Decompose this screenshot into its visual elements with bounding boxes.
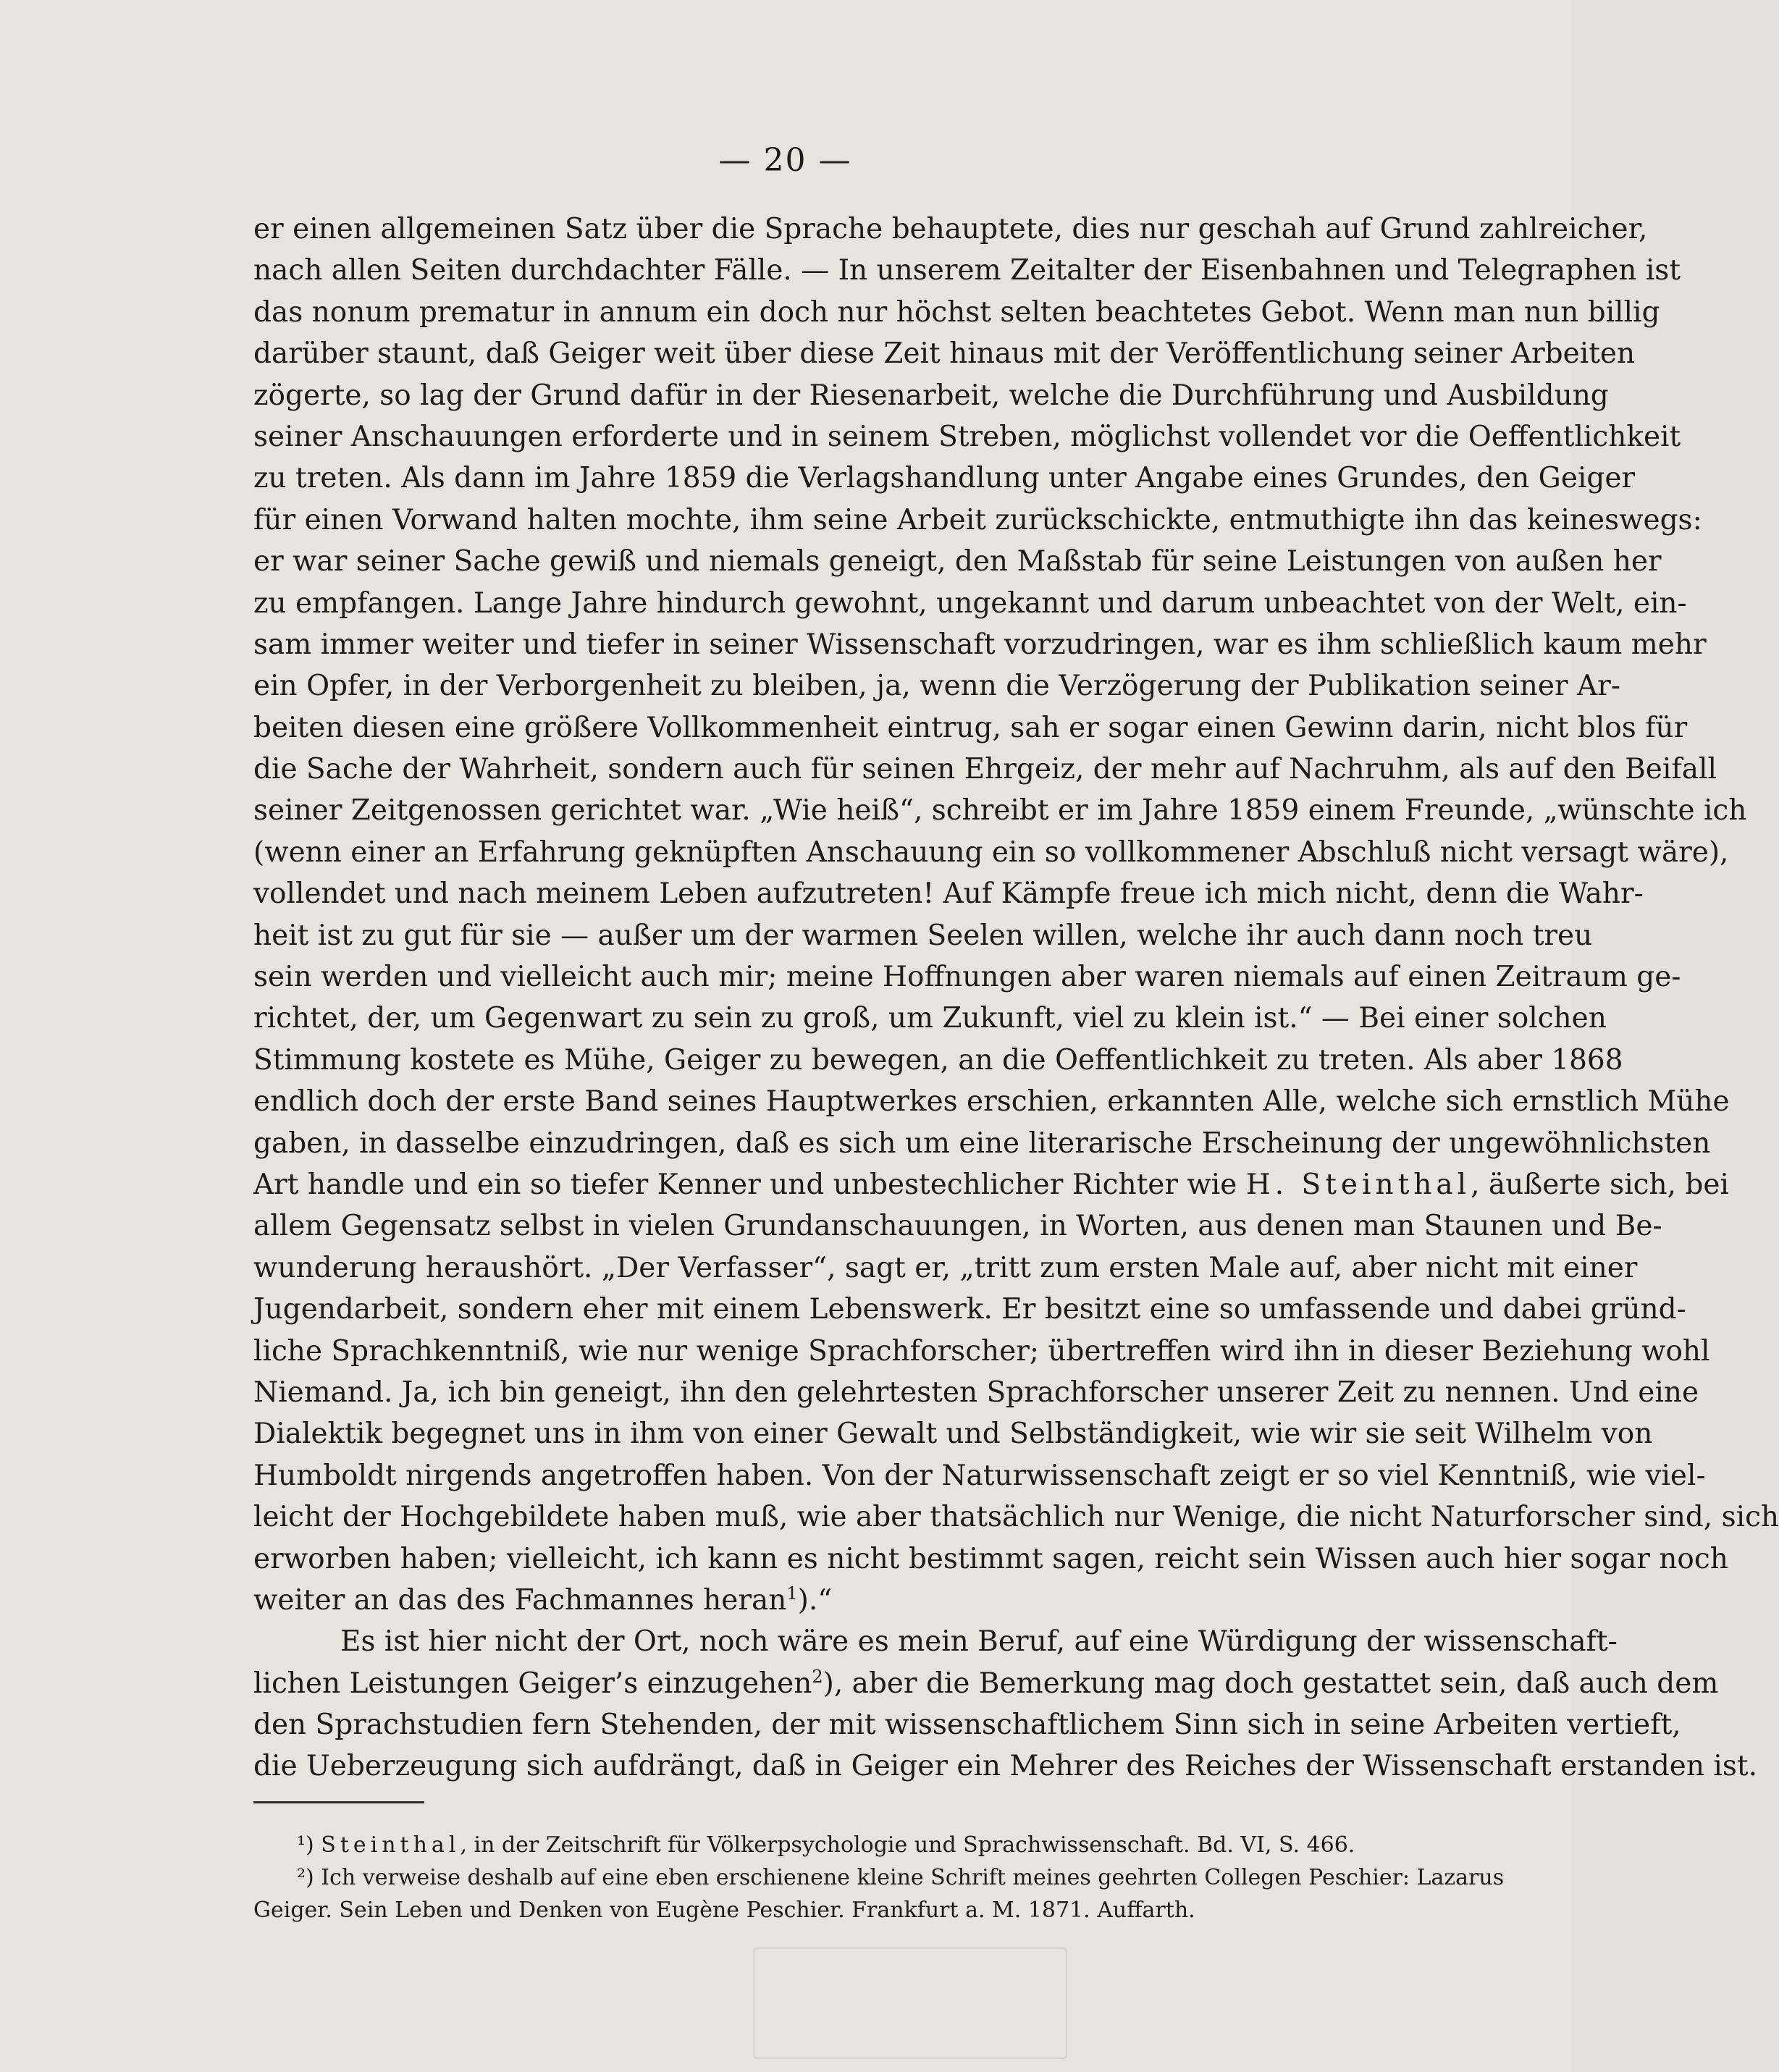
footnotes xyxy=(253,1829,1505,1926)
text-line: Dialektik begegnet uns in ihm von einer Gewalt und Selbständigkeit, wie wir sie seit Wilhelm von xyxy=(253,1418,1653,1451)
text-line-ref-2 xyxy=(253,1663,1719,1704)
text-line: er einen allgemeinen Satz über die Sprache behauptete, dies nur geschah auf Grund zahlreicher, xyxy=(253,213,1648,245)
footnote-divider xyxy=(253,1801,424,1803)
text-line: leicht der Hochgebildete haben muß, wie aber thatsächlich nur Wenige, die nicht Naturforscher sind, sich xyxy=(253,1501,1779,1534)
text-line: liche Sprachkenntniß, wie nur wenige Sprachforscher; übertreffen wird ihn in dieser Beziehung wohl xyxy=(253,1334,1710,1368)
text-line: Niemand. Ja, ich bin geneigt, ihn den gelehrtesten Sprachforscher unserer Zeit zu nennen. Und eine xyxy=(253,1376,1699,1409)
text-line: zu empfangen. Lange Jahre hindurch gewohnt, ungekannt und darum unbeachtet von der Welt, ein- xyxy=(253,586,1687,620)
text-segment: ), aber die Bemerkung mag doch gestattet sein, daß auch dem xyxy=(823,1667,1719,1700)
text-line: (wenn einer an Erfahrung geknüpften Anschauung ein so vollkommener Abschluß nicht versagt wäre), xyxy=(253,835,1729,869)
text-line-quote-end xyxy=(253,1580,1470,1621)
footnote-marker: ¹) xyxy=(297,1832,314,1858)
text-line: die Ueberzeugung sich aufdrängt, daß in Geiger ein Mehrer des Reiches der Wissenschaft erstanden ist. xyxy=(253,1750,1757,1783)
text-line: beiten diesen eine größere Vollkommenheit eintrug, sah er sogar einen Gewinn darin, nicht blos für xyxy=(253,711,1688,744)
page-number: — 20 — xyxy=(718,142,852,179)
footnote-ref-2: 2 xyxy=(812,1666,823,1687)
text-line: ein Opfer, in der Verborgenheit zu bleiben, ja, wenn die Verzögerung der Publikation seiner Ar- xyxy=(253,670,1620,703)
text-line: zögerte, so lag der Grund dafür in der Riesenarbeit, welche die Durchführung und Ausbildung xyxy=(253,379,1609,412)
text-line: Stimmung kostete es Mühe, Geiger zu bewegen, an die Oeffentlichkeit zu treten. Als aber 1868 xyxy=(253,1043,1623,1077)
text-line: den Sprachstudien fern Stehenden, der mit wissenschaftlichem Sinn sich in seine Arbeiten vertieft, xyxy=(253,1709,1681,1742)
text-line: nach allen Seiten durchdachter Fälle. — In unserem Zeitalter der Eisenbahnen und Telegraphen ist xyxy=(253,254,1681,287)
faded-stamp-shadow xyxy=(753,1947,1067,2059)
text-line: endlich doch der erste Band seines Hauptwerkes erschien, erkannten Alle, welche sich ernstlich Mühe xyxy=(253,1085,1730,1119)
text-line-steinthal xyxy=(253,1164,1729,1205)
footnote-text: , in der Zeitschrift für Völkerpsychologie und Sprachwissenschaft. Bd. VI, S. 466. xyxy=(460,1832,1355,1858)
text-line: wunderung heraushört. „Der Verfasser“, sagt er, „tritt zum ersten Male auf, aber nicht mit einer xyxy=(253,1251,1638,1284)
text-line: vollendet und nach meinem Leben aufzutreten! Auf Kämpfe freue ich mich nicht, denn die Wahr- xyxy=(253,877,1644,911)
text-line: allem Gegensatz selbst in vielen Grundanschauungen, in Worten, aus denen man Staunen und Be- xyxy=(253,1210,1662,1243)
body-text xyxy=(253,209,1779,1787)
footnote-ref-1: 1 xyxy=(786,1583,798,1604)
footnote-author: Steinthal xyxy=(321,1832,460,1858)
text-line: die Sache der Wahrheit, sondern auch für seinen Ehrgeiz, der mehr auf Nachruhm, als auf den Beifall xyxy=(253,753,1717,786)
author-name-steinthal: H. Steinthal xyxy=(1245,1168,1471,1201)
text-line: erworben haben; vielleicht, ich kann es nicht bestimmt sagen, reicht sein Wissen auch hier sogar noch xyxy=(253,1542,1728,1575)
text-line: Jugendarbeit, sondern eher mit einem Lebenswerk. Er besitzt eine so umfassende und dabei gründ- xyxy=(253,1293,1686,1326)
text-line: sein werden und vielleicht auch mir; meine Hoffnungen aber waren niemals auf einen Zeitraum ge- xyxy=(253,961,1681,994)
text-segment: ).“ xyxy=(797,1583,833,1617)
text-segment: lichen Leistungen Geiger’s einzugehen xyxy=(253,1667,812,1700)
text-line: gaben, in dasselbe einzudringen, daß es sich um eine literarische Erscheinung der ungewöhnlichsten xyxy=(253,1126,1711,1160)
text-line: er war seiner Sache gewiß und niemals geneigt, den Maßstab für seine Leistungen von außen her xyxy=(253,545,1662,578)
text-line: das nonum prematur in annum ein doch nur höchst selten beachtetes Gebot. Wenn man nun billig xyxy=(253,295,1660,329)
paragraph-2-first-line: Es ist hier nicht der Ort, noch wäre es mein Beruf, auf eine Würdigung der wissenschaft- xyxy=(340,1625,1618,1659)
text-line: seiner Anschauungen erforderte und in seinem Streben, möglichst vollendet vor die Oeffentlichkeit xyxy=(253,420,1681,453)
text-line: darüber staunt, daß Geiger weit über diese Zeit hinaus mit der Veröffentlichung seiner Arbeiten xyxy=(253,337,1636,371)
text-line: sam immer weiter und tiefer in seiner Wissenschaft vorzudringen, war es ihm schließlich kaum mehr xyxy=(253,628,1707,661)
text-line: heit ist zu gut für sie — außer um der warmen Seelen willen, welche ihr auch dann noch treu xyxy=(253,919,1593,952)
text-line: zu treten. Als dann im Jahre 1859 die Verlagshandlung unter Angabe eines Grundes, den Geiger xyxy=(253,462,1636,495)
text-line: für einen Vorwand halten mochte, ihm seine Arbeit zurückschickte, entmuthigte ihn das keineswegs: xyxy=(253,503,1702,536)
text-line: richtet, der, um Gegenwart zu sein zu groß, um Zukunft, viel zu klein ist.“ — Bei einer solchen xyxy=(253,1002,1607,1035)
text-segment: , äußerte sich, bei xyxy=(1471,1168,1729,1201)
text-segment: weiter an das des Fachmannes heran xyxy=(253,1583,787,1617)
footnote-1 xyxy=(253,1829,1470,1861)
text-line: seiner Zeitgenossen gerichtet war. „Wie heiß“, schreibt er im Jahre 1859 einem Freunde, „wünschte ich xyxy=(253,794,1747,827)
footnote-2-line-1: ²) Ich verweise deshalb auf eine eben erschienene kleine Schrift meines geehrten Collegen Peschier: Lazarus xyxy=(297,1865,1505,1890)
footnote-2-line-2: Geiger. Sein Leben und Denken von Eugène Peschier. Frankfurt a. M. 1871. Auffarth. xyxy=(253,1898,1195,1923)
text-segment: Art handle und ein so tiefer Kenner und unbestechlicher Richter wie xyxy=(253,1168,1246,1201)
text-line: Humboldt nirgends angetroffen haben. Von der Naturwissenschaft zeigt er so viel Kenntniß, wie viel- xyxy=(253,1459,1706,1492)
